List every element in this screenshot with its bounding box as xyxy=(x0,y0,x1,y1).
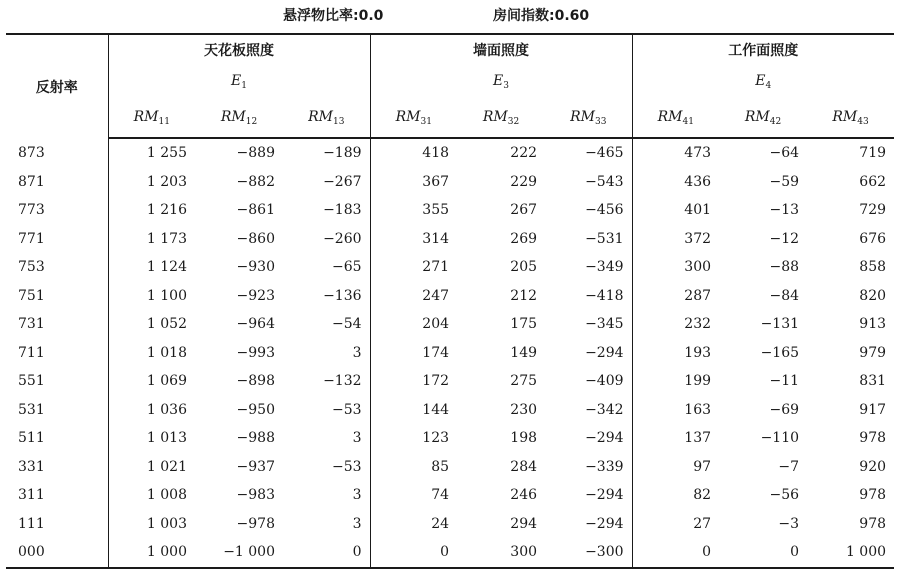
group-symbol-wall: $E_3$ xyxy=(370,65,632,99)
value-cell: 372 xyxy=(684,230,712,247)
value-cell: −84 xyxy=(769,287,800,304)
reflectance-cell: 551 xyxy=(6,367,108,396)
value-cell: −898 xyxy=(236,373,275,390)
value-cell: 1 203 xyxy=(146,173,187,190)
value-cell: 300 xyxy=(684,259,712,276)
value-cell: −465 xyxy=(545,138,632,168)
reflectance-cell: 753 xyxy=(6,253,108,282)
value-cell: −860 xyxy=(236,230,275,247)
value-cell: 820 xyxy=(859,287,887,304)
value-cell: −937 xyxy=(236,458,275,475)
value-cell: −930 xyxy=(236,259,275,276)
value-cell: −993 xyxy=(236,344,275,361)
value-cell: 85 xyxy=(431,458,450,475)
value-cell: 275 xyxy=(510,373,538,390)
value-cell: 367 xyxy=(422,173,450,190)
value-cell: −456 xyxy=(545,196,632,225)
reflectance-header: 反射率 xyxy=(6,34,108,138)
value-cell: 74 xyxy=(431,487,450,504)
value-cell: 27 xyxy=(693,515,712,532)
value-cell: 205 xyxy=(510,259,538,276)
reflectance-cell: 771 xyxy=(6,225,108,254)
table-row xyxy=(6,310,894,339)
value-cell: −65 xyxy=(283,253,370,282)
table-row xyxy=(6,282,894,311)
value-cell: 1 173 xyxy=(146,230,187,247)
value-cell: 137 xyxy=(684,430,712,447)
value-cell: 174 xyxy=(422,344,450,361)
value-cell: −345 xyxy=(545,310,632,339)
value-cell: 24 xyxy=(431,515,450,532)
value-cell: 1 124 xyxy=(146,259,187,276)
value-cell: −11 xyxy=(769,373,800,390)
value-cell: 3 xyxy=(283,424,370,453)
value-cell: −12 xyxy=(769,230,800,247)
value-cell: 401 xyxy=(684,202,712,219)
value-cell: −13 xyxy=(769,202,800,219)
value-cell: 1 021 xyxy=(146,458,187,475)
value-cell: 199 xyxy=(684,373,712,390)
table-caption xyxy=(0,2,900,28)
value-cell: 172 xyxy=(422,373,450,390)
value-cell: 917 xyxy=(859,401,887,418)
value-cell: 144 xyxy=(422,401,450,418)
value-cell: 719 xyxy=(859,145,887,162)
value-cell: 920 xyxy=(859,458,887,475)
value-cell: 314 xyxy=(422,230,450,247)
value-cell: 1 000 xyxy=(845,544,887,561)
reflectance-cell: 871 xyxy=(6,168,108,197)
value-cell: 123 xyxy=(422,430,450,447)
value-cell: 82 xyxy=(693,487,712,504)
value-cell: 662 xyxy=(859,173,887,190)
value-cell: −349 xyxy=(545,253,632,282)
value-cell: 0 xyxy=(283,538,370,568)
reflectance-cell: 111 xyxy=(6,510,108,539)
value-cell: 355 xyxy=(422,202,450,219)
value-cell: 3 xyxy=(283,481,370,510)
column-header-rm13: $RM_{13}$ xyxy=(283,99,370,138)
value-cell: −1 000 xyxy=(223,544,275,561)
value-cell: 3 xyxy=(283,510,370,539)
room-index-label: 房间指数:0.60 xyxy=(493,8,590,24)
reflectance-cell: 531 xyxy=(6,396,108,425)
reflectance-cell: 311 xyxy=(6,481,108,510)
value-cell: −53 xyxy=(283,396,370,425)
reflectance-cell: 331 xyxy=(6,453,108,482)
value-cell: 3 xyxy=(283,339,370,368)
value-cell: −54 xyxy=(283,310,370,339)
value-cell: −418 xyxy=(545,282,632,311)
value-cell: −531 xyxy=(545,225,632,254)
reflectance-cell: 711 xyxy=(6,339,108,368)
value-cell: 300 xyxy=(510,544,538,561)
value-cell: 0 xyxy=(702,544,712,561)
value-cell: −110 xyxy=(760,430,800,447)
value-cell: −889 xyxy=(236,145,275,162)
value-cell: −7 xyxy=(778,458,800,475)
value-cell: 0 xyxy=(790,544,800,561)
group-title-workplane: 工作面照度 xyxy=(728,43,799,59)
value-cell: −294 xyxy=(545,339,632,368)
group-title-wall: 墙面照度 xyxy=(370,34,632,65)
value-cell: −882 xyxy=(236,173,275,190)
value-cell: −136 xyxy=(283,282,370,311)
table-row xyxy=(6,168,894,197)
value-cell: 0 xyxy=(440,544,450,561)
reflectance-cell: 873 xyxy=(6,138,108,168)
value-cell: 198 xyxy=(510,430,538,447)
value-cell: −131 xyxy=(760,316,800,333)
value-cell: 1 255 xyxy=(146,145,187,162)
table-row xyxy=(6,453,894,482)
value-cell: 831 xyxy=(859,373,887,390)
table-row xyxy=(6,225,894,254)
column-header-rm31: $RM_{31}$ xyxy=(370,99,457,138)
reflectance-cell: 000 xyxy=(6,538,108,568)
value-cell: 979 xyxy=(859,344,887,361)
value-cell: −988 xyxy=(236,430,275,447)
table-row xyxy=(6,253,894,282)
value-cell: −294 xyxy=(545,424,632,453)
table-row xyxy=(6,339,894,368)
value-cell: −3 xyxy=(778,515,800,532)
value-cell: −294 xyxy=(545,510,632,539)
value-cell: −53 xyxy=(283,453,370,482)
reflectance-cell: 731 xyxy=(6,310,108,339)
reflectance-cell: 751 xyxy=(6,282,108,311)
column-header-rm42: $RM_{42}$ xyxy=(719,99,807,138)
value-cell: 978 xyxy=(859,430,887,447)
value-cell: −950 xyxy=(236,401,275,418)
value-cell: −69 xyxy=(769,401,800,418)
value-cell: 418 xyxy=(422,145,450,162)
value-cell: 676 xyxy=(859,230,887,247)
value-cell: −267 xyxy=(283,168,370,197)
value-cell: 269 xyxy=(510,230,538,247)
value-cell: 436 xyxy=(684,173,712,190)
value-cell: 229 xyxy=(510,173,538,190)
value-cell: −543 xyxy=(545,168,632,197)
value-cell: 284 xyxy=(510,458,538,475)
table-row xyxy=(6,481,894,510)
value-cell: 1 013 xyxy=(146,430,187,447)
value-cell: 1 036 xyxy=(146,401,187,418)
value-cell: 1 008 xyxy=(146,487,187,504)
value-cell: −978 xyxy=(236,515,275,532)
value-cell: −294 xyxy=(545,481,632,510)
value-cell: −189 xyxy=(283,138,370,168)
value-cell: 175 xyxy=(510,316,538,333)
value-cell: −342 xyxy=(545,396,632,425)
value-cell: −165 xyxy=(760,344,800,361)
table-row xyxy=(6,367,894,396)
value-cell: 1 000 xyxy=(146,544,187,561)
value-cell: −56 xyxy=(769,487,800,504)
value-cell: 247 xyxy=(422,287,450,304)
value-cell: 858 xyxy=(859,259,887,276)
value-cell: −64 xyxy=(769,145,800,162)
value-cell: 193 xyxy=(684,344,712,361)
value-cell: −59 xyxy=(769,173,800,190)
value-cell: 294 xyxy=(510,515,538,532)
value-cell: 246 xyxy=(510,487,538,504)
value-cell: −964 xyxy=(236,316,275,333)
column-header-rm43: $RM_{43}$ xyxy=(807,99,894,138)
value-cell: 267 xyxy=(510,202,538,219)
reflectance-cell: 773 xyxy=(6,196,108,225)
value-cell: 473 xyxy=(684,145,712,162)
group-symbol-ceiling: $E_1$ xyxy=(108,65,370,99)
value-cell: 1 069 xyxy=(146,373,187,390)
column-header-rm11: $RM_{11}$ xyxy=(108,99,195,138)
table-row xyxy=(6,538,894,568)
value-cell: 287 xyxy=(684,287,712,304)
value-cell: −983 xyxy=(236,487,275,504)
value-cell: 1 052 xyxy=(146,316,187,333)
column-header-rm33: $RM_{33}$ xyxy=(545,99,632,138)
value-cell: 212 xyxy=(510,287,538,304)
value-cell: −409 xyxy=(545,367,632,396)
value-cell: 232 xyxy=(684,316,712,333)
group-title-ceiling: 天花板照度 xyxy=(108,34,370,65)
column-header-rm12: $RM_{12}$ xyxy=(195,99,283,138)
value-cell: 97 xyxy=(693,458,712,475)
value-cell: −183 xyxy=(283,196,370,225)
value-cell: −861 xyxy=(236,202,275,219)
value-cell: 1 003 xyxy=(146,515,187,532)
value-cell: 149 xyxy=(510,344,538,361)
value-cell: −132 xyxy=(283,367,370,396)
value-cell: 1 100 xyxy=(146,287,187,304)
table-row xyxy=(6,396,894,425)
value-cell: 978 xyxy=(859,515,887,532)
value-cell: −260 xyxy=(283,225,370,254)
value-cell: 204 xyxy=(422,316,450,333)
value-cell: −923 xyxy=(236,287,275,304)
value-cell: 1 018 xyxy=(146,344,187,361)
value-cell: 222 xyxy=(510,145,538,162)
value-cell: 1 216 xyxy=(146,202,187,219)
reflectance-coefficient-table xyxy=(6,33,894,569)
value-cell: −300 xyxy=(545,538,632,568)
table-row xyxy=(6,510,894,539)
column-header-rm32: $RM_{32}$ xyxy=(457,99,545,138)
group-symbol-workplane: $E_4$ xyxy=(755,73,772,91)
table-row xyxy=(6,138,894,168)
value-cell: −339 xyxy=(545,453,632,482)
reflectance-cell: 511 xyxy=(6,424,108,453)
table-row xyxy=(6,424,894,453)
value-cell: −88 xyxy=(769,259,800,276)
value-cell: 230 xyxy=(510,401,538,418)
value-cell: 978 xyxy=(859,487,887,504)
column-header-rm41: $RM_{41}$ xyxy=(632,99,719,138)
value-cell: 163 xyxy=(684,401,712,418)
value-cell: 271 xyxy=(422,259,450,276)
value-cell: 729 xyxy=(859,202,887,219)
suspended-ratio-label: 悬浮物比率:0.0 xyxy=(283,8,384,24)
table-row xyxy=(6,196,894,225)
value-cell: 913 xyxy=(859,316,887,333)
